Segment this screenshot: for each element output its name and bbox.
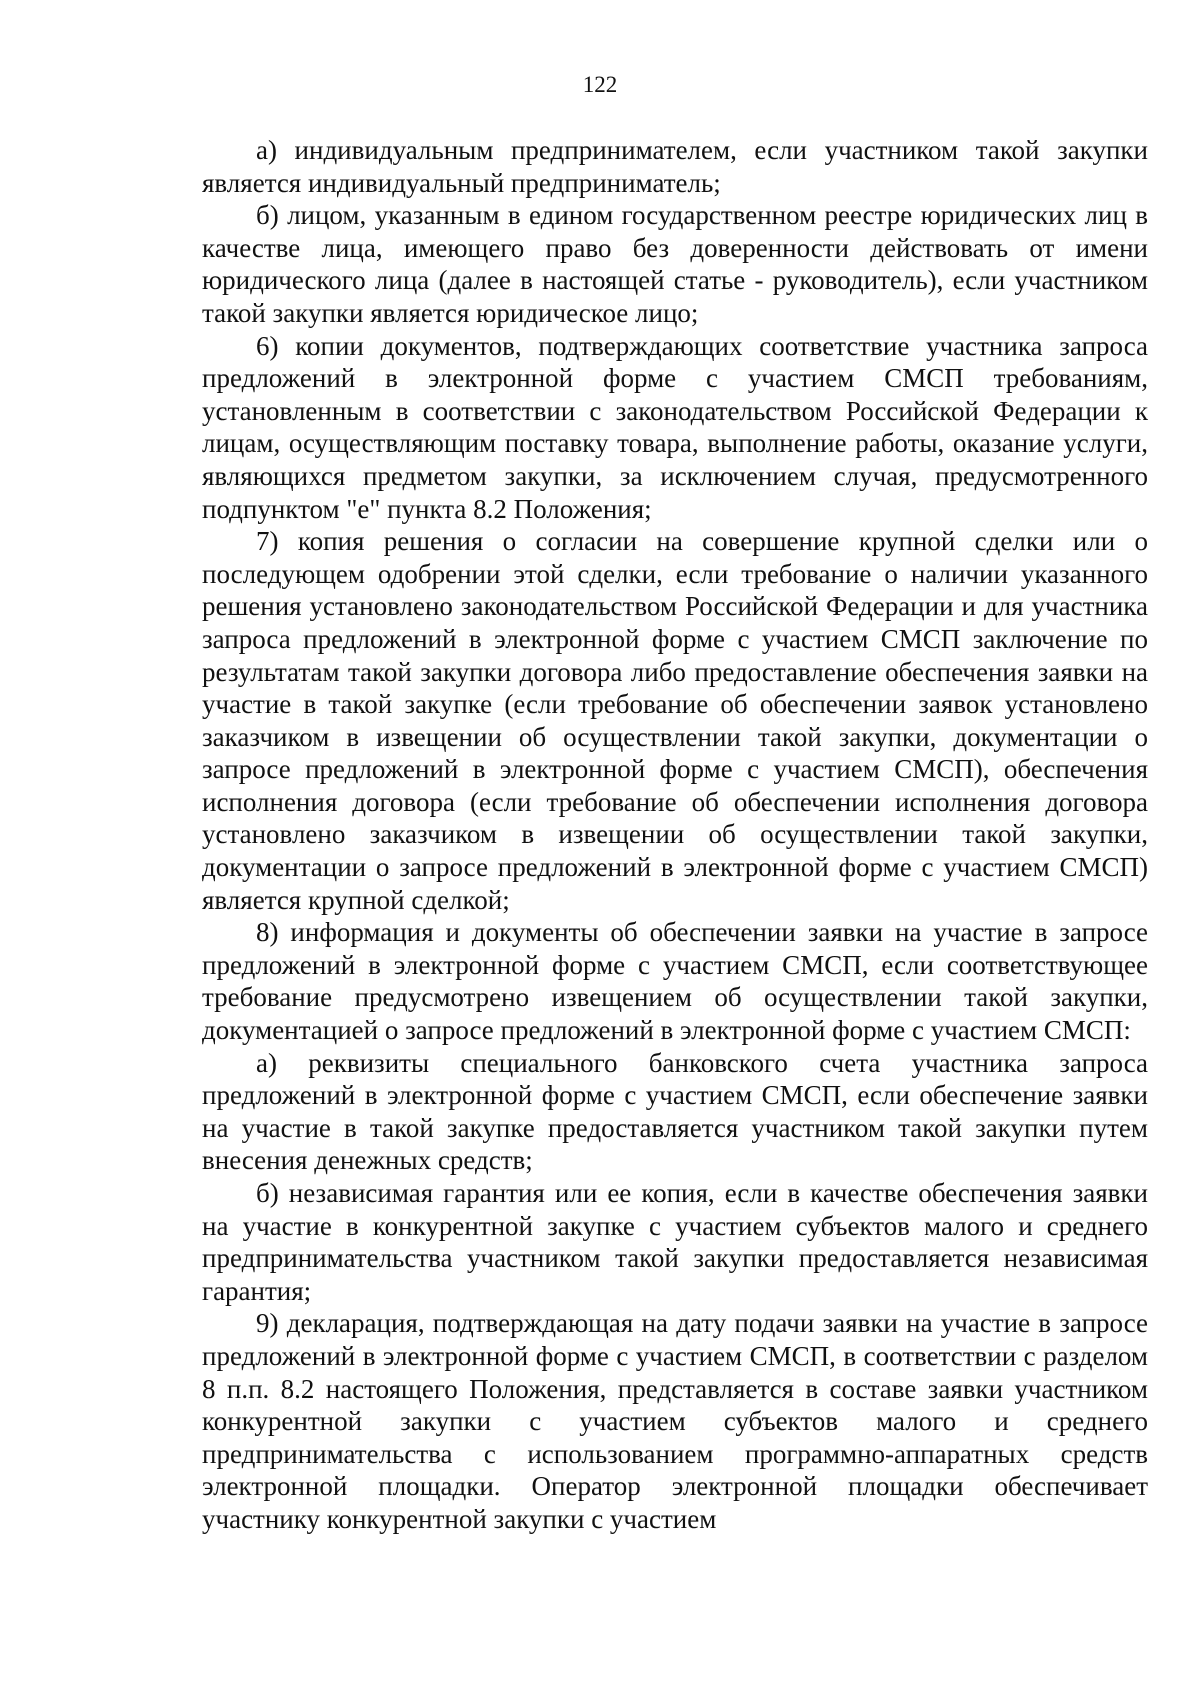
paragraph-9-declaration: 9) декларация, подтверждающая на дату подачи заявки на участие в запросе предложений в электронной форме с участием СМСП, в соответствии с разделом 8 п.п. 8.2 настоящего Положения, представляется в составе заявки участником конкурентной закупки с участием субъектов малого и среднего предпринимательства с использованием программно-аппаратных средств электронной площадки. Оператор электронной площадки обеспечивает участнику конкурентной закупки с участием	[202, 1308, 1148, 1534]
document-body	[202, 134, 1148, 1536]
paragraph-b-legal-entity-head: б) лицом, указанным в едином государственном реестре юридических лиц в качестве лица, имеющего право без доверенности действовать от имени юридического лица (далее в настоящей статье - руководитель), если участником такой закупки является юридическое лицо;	[202, 200, 1148, 328]
paragraph-7-major-transaction: 7) копия решения о согласии на совершение крупной сделки или о последующем одобрении этой сделки, если требование о наличии указанного решения установлено законодательством Российской Федерации и для участника запроса предложений в электронной форме с участием СМСП заключение по результатам такой закупки договора либо предоставление обеспечения заявки на участие в такой закупке (если требование об обеспечении заявок установлено заказчиком в извещении об осуществлении такой закупки, документации о запросе предложений в электронной форме с участием СМСП), обеспечения исполнения договора (если требование об обеспечении исполнения договора установлено заказчиком в извещении об осуществлении такой закупки, документации о запросе предложений в электронной форме с участием СМСП) является крупной сделкой;	[202, 526, 1148, 915]
page-number: 122	[582, 72, 618, 97]
paragraph-8a-bank-account: а) реквизиты специального банковского счета участника запроса предложений в электронной форме с участием СМСП, если обеспечение заявки на участие в такой закупке предоставляется участником такой закупки путем внесения денежных средств;	[202, 1047, 1148, 1176]
paragraph-8-application-security: 8) информация и документы об обеспечении заявки на участие в запросе предложений в электронной форме с участием СМСП, если соответствующее требование предусмотрено извещением об осуществлении такой закупки, документацией о запросе предложений в электронной форме с участием СМСП:	[202, 917, 1148, 1046]
paragraph-6-document-copies: 6) копии документов, подтверждающих соответствие участника запроса предложений в электронной форме с участием СМСП требованиям, установленным в соответствии с законодательством Российской Федерации к лицам, осуществляющим поставку товара, выполнение работы, оказание услуги, являющихся предметом закупки, за исключением случая, предусмотренного подпунктом "е" пункта 8.2 Положения;	[202, 330, 1148, 524]
paragraph-8b-independent-guarantee: б) независимая гарантия или ее копия, если в качестве обеспечения заявки на участие в конкурентной закупке с участием субъектов малого и среднего предпринимательства участником такой закупки предоставляется независимая гарантия;	[202, 1178, 1148, 1306]
paragraph-a-individual-entrepreneur: а) индивидуальным предпринимателем, если участником такой закупки является индивидуальный предприниматель;	[202, 135, 1148, 198]
